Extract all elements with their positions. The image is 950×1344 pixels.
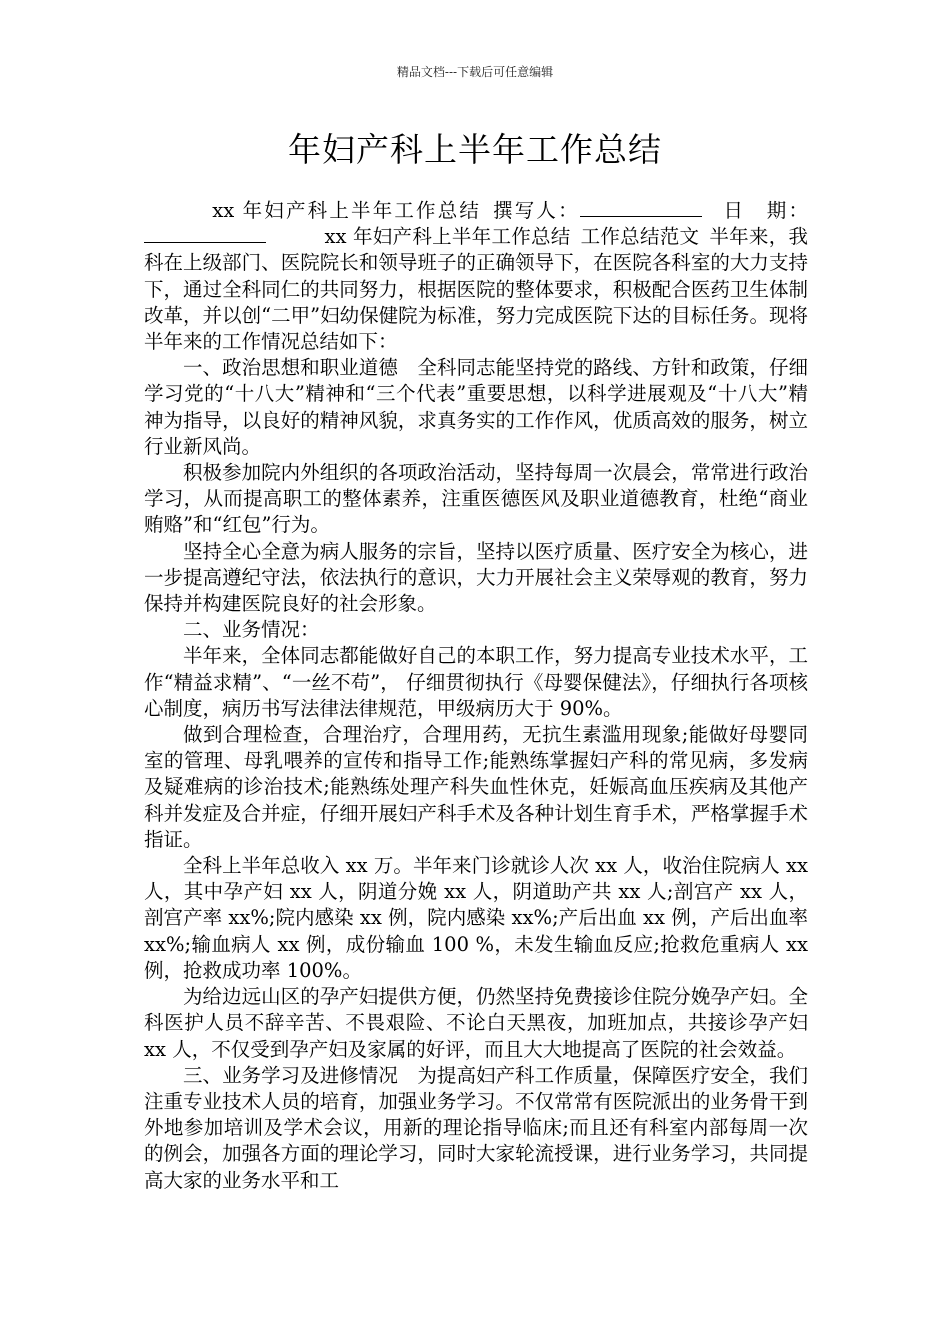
meta-category: 工作总结范文 [580, 225, 700, 249]
paragraph-1: 一、政治思想和职业道德 全科同志能坚持党的路线、方针和政策，仔细学习党的“十八大”精神和“三个代表”重要思想，以科学进展观及“十八大”精神为指导，以良好的精神风貌，求真务实的工作作风，优质高效的服务，树立行业新风尚。 [144, 356, 808, 458]
date-blank-line [144, 224, 266, 243]
meta-paragraph [144, 198, 808, 355]
header-note: 精品文档---下载后可任意编辑 [396, 65, 554, 79]
paragraph-6: 全科上半年总收入 xx 万。半年来门诊就诊人次 xx 人，收治住院病人 xx 人，其中孕产妇 xx 人，阴道分娩 xx 人，阴道助产共 xx 人;剖宫产 xx 人，剖宫产率 xx%;院内感染 xx 例，院内感染 xx%;产后出血 xx 例，产后出血率 xx%;输血病人 xx 例，成份输血 100 %，未发生输血反应;抢救危重病人 xx 例，抢救成功率 100%。 [144, 854, 808, 982]
meta-author-label: 撰写人： [490, 199, 580, 222]
meta-subject-repeat: xx 年妇产科上半年工作总结 [324, 225, 571, 249]
meta-date-label: 日 期： [721, 199, 808, 222]
paragraph-2: 积极参加院内外组织的各项政治活动，坚持每周一次晨会，常常进行政治学习，从而提高职工的整体素养，注重医德医风及职业道德教育，杜绝“商业贿赂”和“红包”行为。 [144, 461, 808, 537]
document-title: 年妇产科上半年工作总结 [288, 130, 662, 169]
meta-intro: 半年来，我科在上级部门、医院院长和领导班子的正确领导下，在医院各科室的大力支持下，通过全科同仁的共同努力，根据医院的整体要求，积极配合医药卫生体制改革，并以创“二甲”妇幼保健院为标准，努力完成医院下达的目标任务。现将半年来的工作情况总结如下： [144, 225, 808, 354]
author-blank-line [580, 198, 702, 217]
meta-subject: xx 年妇产科上半年工作总结 [212, 199, 482, 222]
paragraph-3: 坚持全心全意为病人服务的宗旨，坚持以医疗质量、医疗安全为核心，进一步提高遵纪守法，依法执行的意识，大力开展社会主义荣辱观的教育，努力保持并构建医院良好的社会形象。 [144, 539, 808, 616]
paragraph-4: 半年来，全体同志都能做好自己的本职工作，努力提高专业技术水平，工作“精益求精”、“一丝不苟”， 仔细贯彻执行《母婴保健法》，仔细执行各项核心制度，病历书写法律法律规范，甲级病历大于 90%。 [144, 644, 808, 720]
document-body [144, 198, 808, 1194]
paragraph-5: 做到合理检查，合理治疗，合理用药，无抗生素滥用现象;能做好母婴同室的管理、母乳喂养的宣传和指导工作;能熟练掌握妇产科的常见病，多发病及疑难病的诊治技术;能熟练处理产科失血性休克，妊娠高血压疾病及其他产科并发症及合并症，仔细开展妇产科手术及各种计划生育手术，严格掌握手术指证。 [144, 723, 808, 851]
paragraph-8: 三、业务学习及进修情况 为提高妇产科工作质量，保障医疗安全，我们注重专业技术人员的培育，加强业务学习。不仅常常有医院派出的业务骨干到外地参加培训及学术会议，用新的理论指导临床;而且还有科室内部每周一次的例会，加强各方面的理论学习，同时大家轮流授课，进行业务学习，共同提高大家的业务水平和工 [144, 1063, 808, 1192]
paragraph-7: 为给边远山区的孕产妇提供方便，仍然坚持免费接诊住院分娩孕产妇。全科医护人员不辞辛苦、不畏艰险、不论白天黑夜，加班加点，共接诊孕产妇 xx 人，不仅受到孕产妇及家属的好评，而且大大地提高了医院的社会效益。 [144, 985, 808, 1061]
section-heading-2: 二、业务情况： [183, 618, 320, 642]
